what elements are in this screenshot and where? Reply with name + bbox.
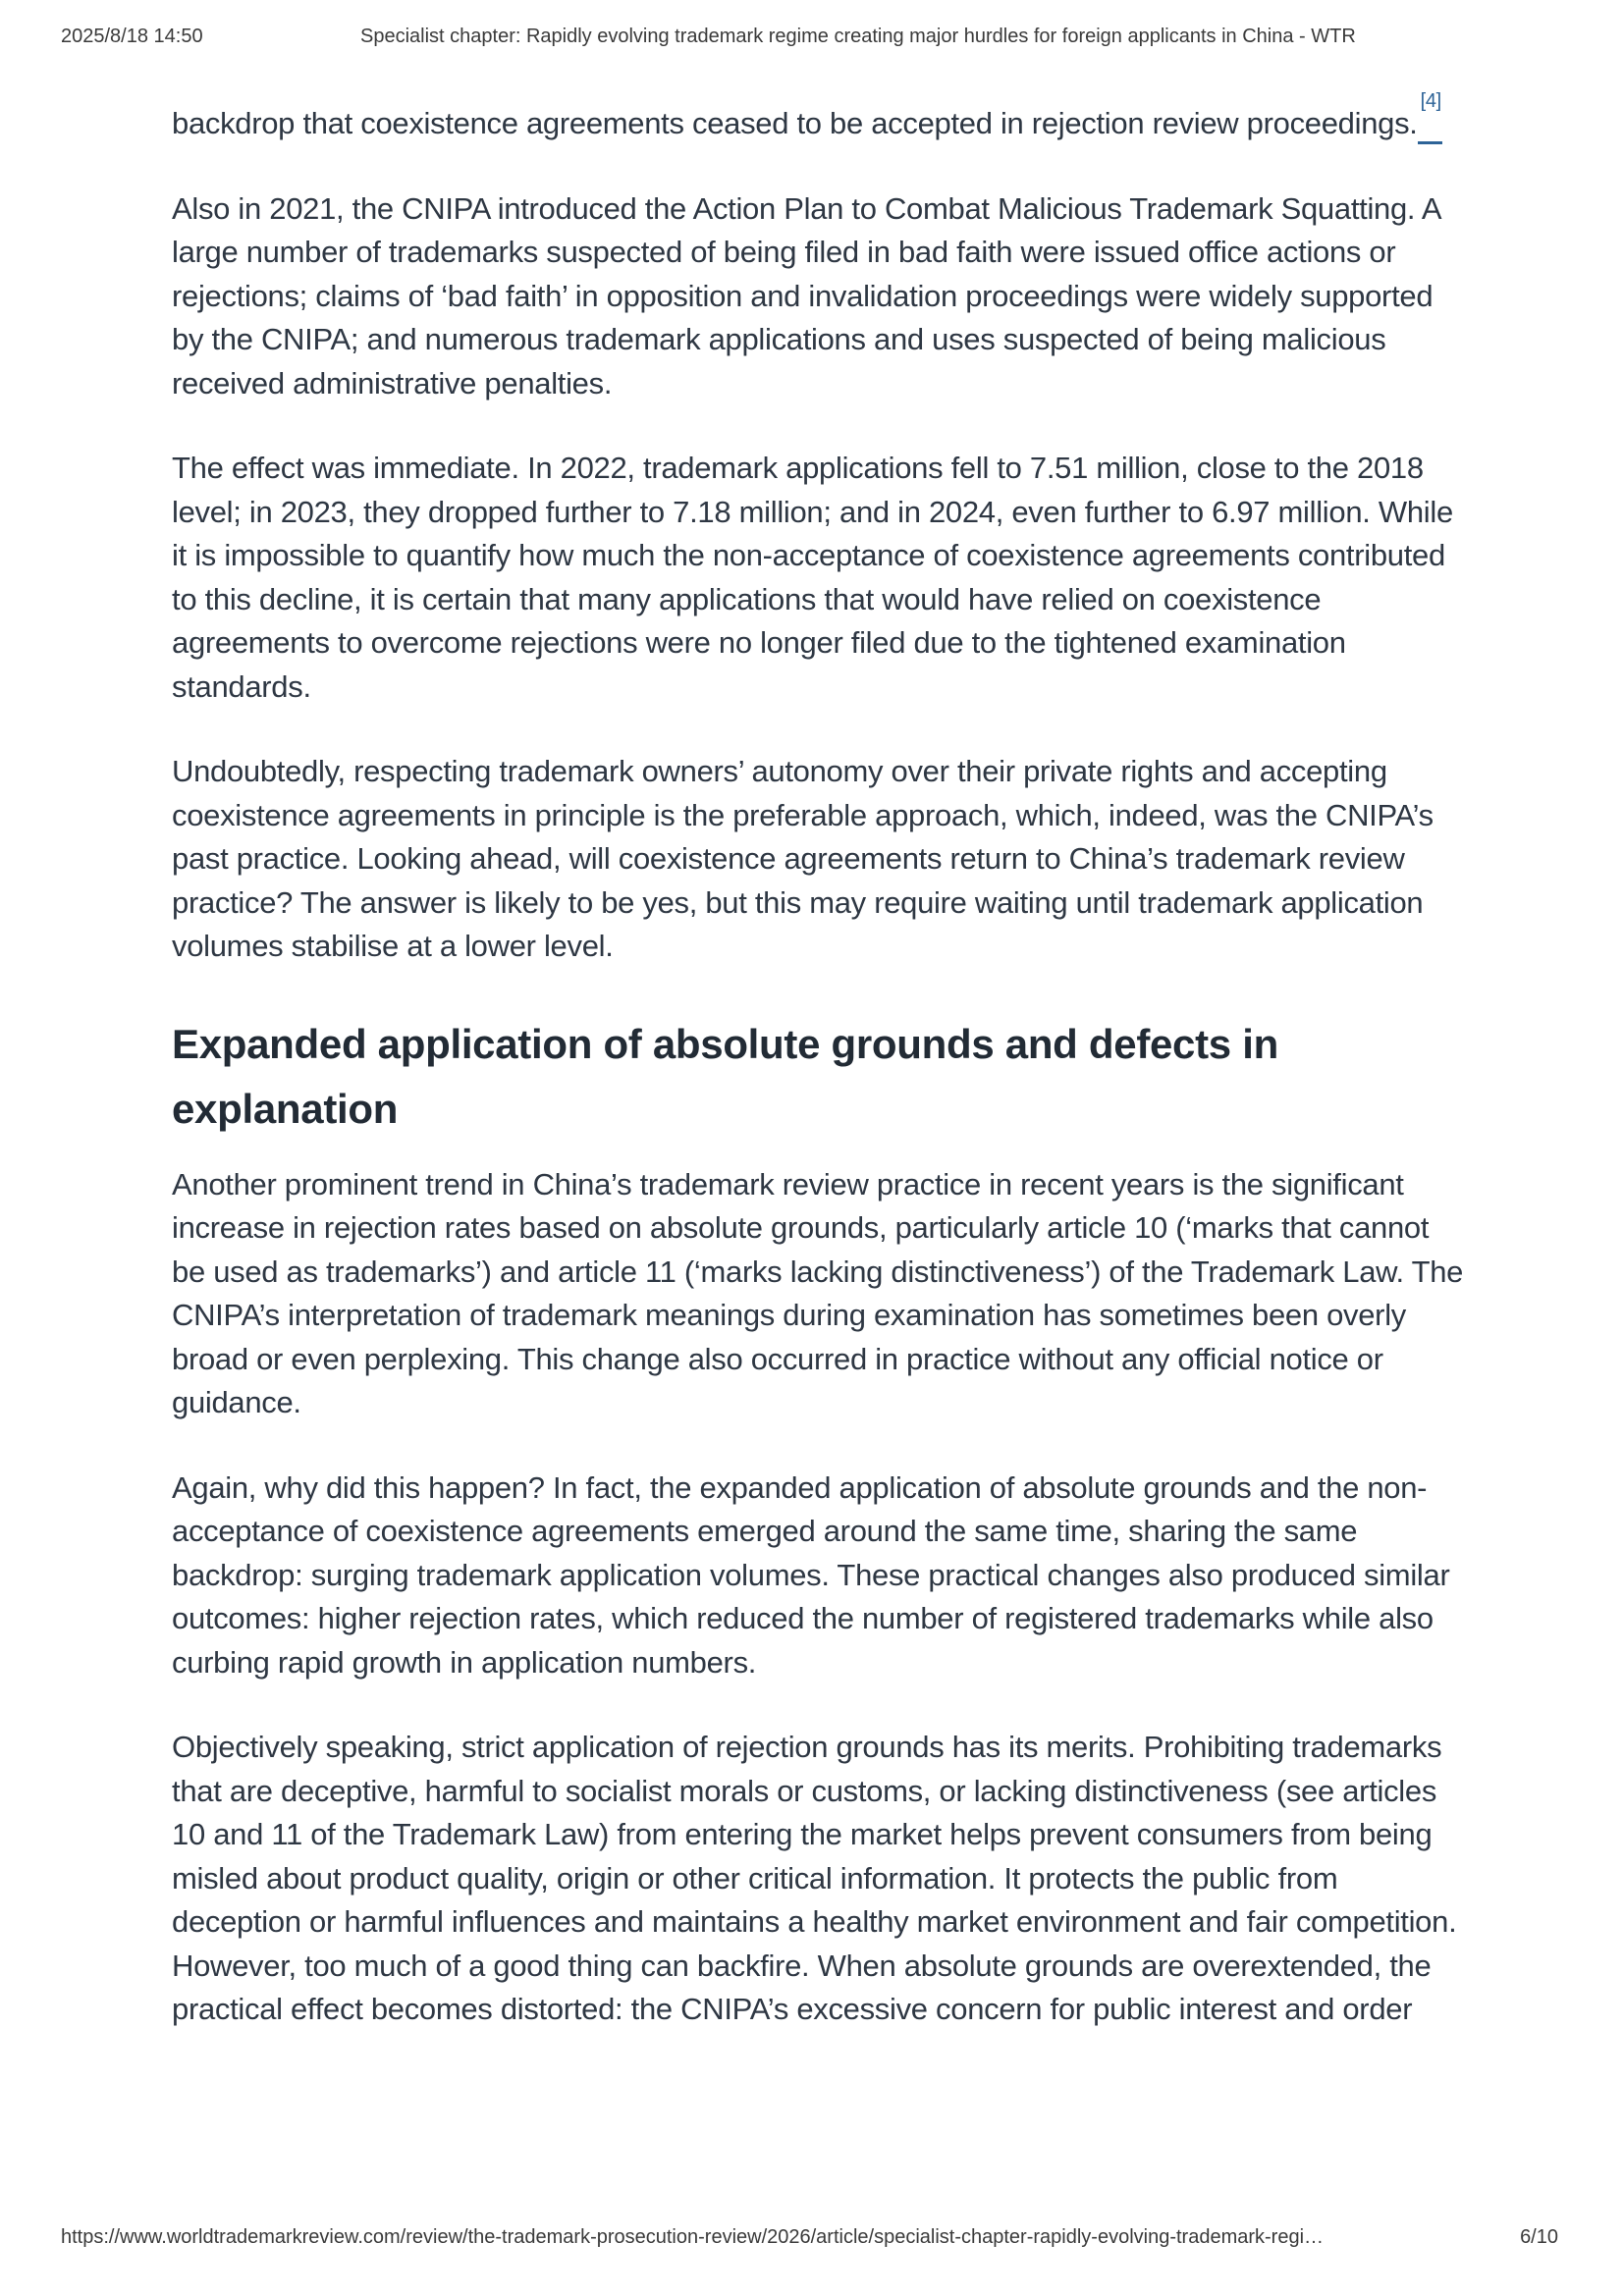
paragraph-objectively: Objectively speaking, strict application of rejection grounds has its merits. Prohibiting trademarks that are deceptive, harmful to socialist morals or customs, or lacking distinctiveness (see articles 10 and 11 of the Trademark Law) from entering the market helps prevent consumers from being misled about product quality, origin or other critical information. It protects the public from deception or harmful influences and maintains a healthy market environment and fair competition. However, too much of a good thing can backfire. When absolute grounds are overextended, the practical effect becomes distorted: the CNIPA’s excessive concern for public interest and order: [172, 1730, 1457, 2026]
print-footer: [61, 2226, 1562, 2254]
print-datetime: 2025/8/18 14:50: [61, 26, 203, 47]
footer-page-number: 6/10: [1520, 2226, 1558, 2248]
article-content: [172, 90, 1468, 2073]
paragraph-action-plan: Also in 2021, the CNIPA introduced the Action Plan to Combat Malicious Trademark Squatting. A large number of trademarks suspected of being filed in bad faith were issued office actions or rejections; claims of ‘bad faith’ in opposition and invalidation proceedings were widely supported by the CNIPA; and numerous trademark applications and uses suspected of being malicious received administrative penalties.: [172, 190, 1440, 400]
print-document-title: Specialist chapter: Rapidly evolving trademark regime creating major hurdles for foreign applicants in China - WTR: [360, 26, 1356, 47]
paragraph-effect-immediate: The effect was immediate. In 2022, trademark applications fell to 7.51 million, close to the 2018 level; in 2023, they dropped further to 7.18 million; and in 2024, even further to 6.97 million. While it is impossible to quantify how much the non-acceptance of coexistence agreements contributed to this decline, it is certain that many applications that would have relied on coexistence agreements to overcome rejections were no longer filed due to the tightened examination standards.: [172, 451, 1453, 704]
footnote-ref-label: [4]: [1420, 90, 1441, 112]
print-header: [61, 26, 1568, 55]
paragraph-undoubtedly: Undoubtedly, respecting trademark owners’ autonomy over their private rights and accepting coexistence agreements in principle is the preferable approach, which, indeed, was the CNIPA’s past practice. Looking ahead, will coexistence agreements return to China’s trademark review practice? The answer is likely to be yes, but this may require waiting until trademark application volumes stabilise at a lower level.: [172, 754, 1434, 963]
paragraph-another-trend: Another prominent trend in China’s trademark review practice in recent years is the significant increase in rejection rates based on absolute grounds, particularly article 10 (‘marks that cannot be used as trademarks’) and article 11 (‘marks lacking distinctiveness’) of the Trademark Law. The CNIPA’s interpretation of trademark meanings during examination has sometimes been overly broad or even perplexing. This change also occurred in practice without any official notice or guidance.: [172, 1166, 1464, 1419]
section-heading-absolute-grounds: Expanded application of absolute grounds and defects in explanation: [172, 1020, 1278, 1132]
paragraph-intro-text: backdrop that coexistence agreements ceased to be accepted in rejection review proceedings.: [172, 106, 1418, 140]
paragraph-again-why: Again, why did this happen? In fact, the expanded application of absolute grounds and the non-acceptance of coexistence agreements emerged around the same time, sharing the same backdrop: surging trademark application volumes. These practical changes also produced similar outcomes: higher rejection rates, which reduced the number of registered trademarks while also curbing rapid growth in application numbers.: [172, 1469, 1450, 1680]
footnote-link-4[interactable]: [1418, 90, 1442, 137]
paragraph-intro: [172, 90, 1468, 146]
footer-source-url: https://www.worldtrademarkreview.com/review/the-trademark-prosecution-review/2026/article/specialist-chapter-rapidly-evolving-trademark-regi…: [61, 2226, 1325, 2248]
